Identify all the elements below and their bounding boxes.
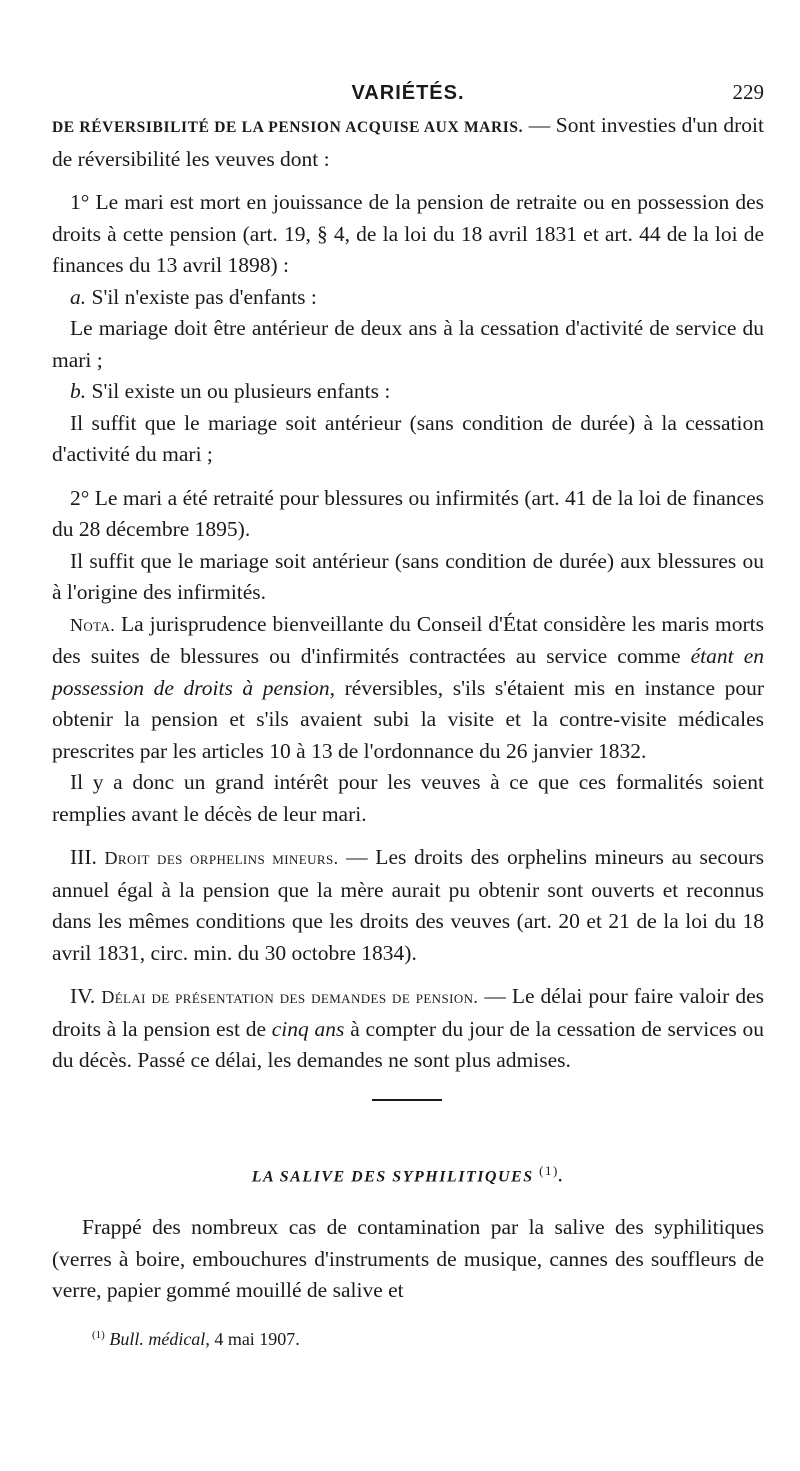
intro-paragraph [52, 110, 764, 175]
section-iii-heading: Droit des orphelins mineurs. [104, 848, 339, 868]
nota-label: Nota. [70, 614, 116, 635]
item-1b-text: Il suffit que le mariage soit antérieur (sans condition de durée) à la cessation d'activité du mari ; [52, 410, 764, 466]
divider-rule [372, 1099, 442, 1101]
item-1a-label: a. [70, 284, 87, 309]
section-iv-text-after: à compter du jour de la cessation de services ou du décès. Passé ce délai, les demandes ne sont plus admises. [52, 1016, 764, 1072]
item-1b [52, 376, 764, 408]
item-2-text: Il suffit que le mariage soit antérieur (sans condition de durée) aux blessures ou à l'origine des infirmités. [52, 548, 764, 604]
nota-italic: étant en possession de droits à pension [52, 644, 764, 700]
footnote-date: , 4 mai 1907. [205, 1328, 300, 1349]
item-1a-text: Le mariage doit être antérieur de deux ans à la cessation d'activité de service du mari ; [52, 316, 764, 372]
body-text [52, 110, 764, 1077]
item-2: 2° Le mari a été retraité pour blessures ou infirmités (art. 41 de la loi de finances du 28 décembre 1895). [52, 485, 764, 541]
item-1b-heading: S'il existe un ou plusieurs enfants : [86, 379, 391, 403]
section-iv-text-before: — Le délai pour faire valoir des droits à la pension est de [52, 984, 764, 1041]
section-iv [52, 981, 764, 1077]
article-paragraph: Frappé des nombreux cas de contamination par la salive des syphilitiques (verres à boire, embouchures d'instruments de musique, cannes des souffleurs de verre, papier gommé mouillé de salive et [52, 1215, 764, 1303]
footnote-source: Bull. médical [109, 1328, 206, 1349]
section-iv-heading: Délai de présentation des demandes de pension. [101, 987, 479, 1007]
item-1b-label: b. [70, 379, 87, 403]
article-body [52, 1155, 764, 1307]
section-iii-text: — Les droits des orphelins mineurs au secours annuel égal à la pension que la mère aurait pu obtenir sont ouverts et reconnus dans les mêmes conditions que les droits des veuves (art. 20 et 21 de la loi du 18 avril 1831, circ. min. du 30 octobre 1834). [52, 845, 764, 965]
running-title: VARIÉTÉS. [351, 82, 465, 104]
page-number: 229 [732, 80, 764, 104]
section-divider [52, 1077, 764, 1117]
book-page [52, 70, 764, 1350]
section-iii [52, 842, 764, 969]
page-header [52, 70, 764, 110]
intro-heading: DE RÉVERSIBILITÉ DE LA PENSION ACQUISE AUX MARIS. [52, 119, 524, 136]
footnote [52, 1329, 764, 1350]
item-1a-heading: S'il n'existe pas d'enfants : [86, 284, 317, 309]
item-1: 1° Le mari est mort en jouissance de la pension de retraite ou en possession des droits à cette pension (art. 19, § 4, de la loi du 18 avril 1831 et art. 44 de la loi de finances du 13 avril 1898) : [52, 190, 764, 277]
item-1a [52, 282, 764, 314]
article-title [52, 1155, 764, 1193]
intro-text: — Sont investies d'un droit de réversibilité les veuves dont : [52, 113, 764, 171]
section-iv-number: IV. [70, 984, 102, 1008]
footnote-marker: (1) [92, 1328, 105, 1341]
nota-text-after: , réversibles, s'ils s'étaient mis en instance pour obtenir la pension et s'ils avaient subi la visite et la contre-visite médicales prescrites par les articles 10 à 13 de l'ordonnance du 26 janvier 1832. [52, 675, 764, 763]
section-iv-italic: cinq ans [271, 1016, 345, 1041]
article-title-period: . [558, 1167, 565, 1185]
footnote-reference: (1) [539, 1162, 559, 1178]
section-iii-number: III. [70, 845, 105, 869]
nota-paragraph [52, 609, 764, 768]
article-title-text: LA SALIVE DES SYPHILITIQUES [251, 1167, 534, 1185]
nota-paragraph-2: Il y a donc un grand intérêt pour les veuves à ce que ces formalités soient remplies avant le décès de leur mari. [52, 770, 764, 826]
nota-text-before: La jurisprudence bienveillante du Conseil d'État considère les maris morts des suites de blessures ou d'infirmités contractées au service comme [52, 611, 764, 668]
